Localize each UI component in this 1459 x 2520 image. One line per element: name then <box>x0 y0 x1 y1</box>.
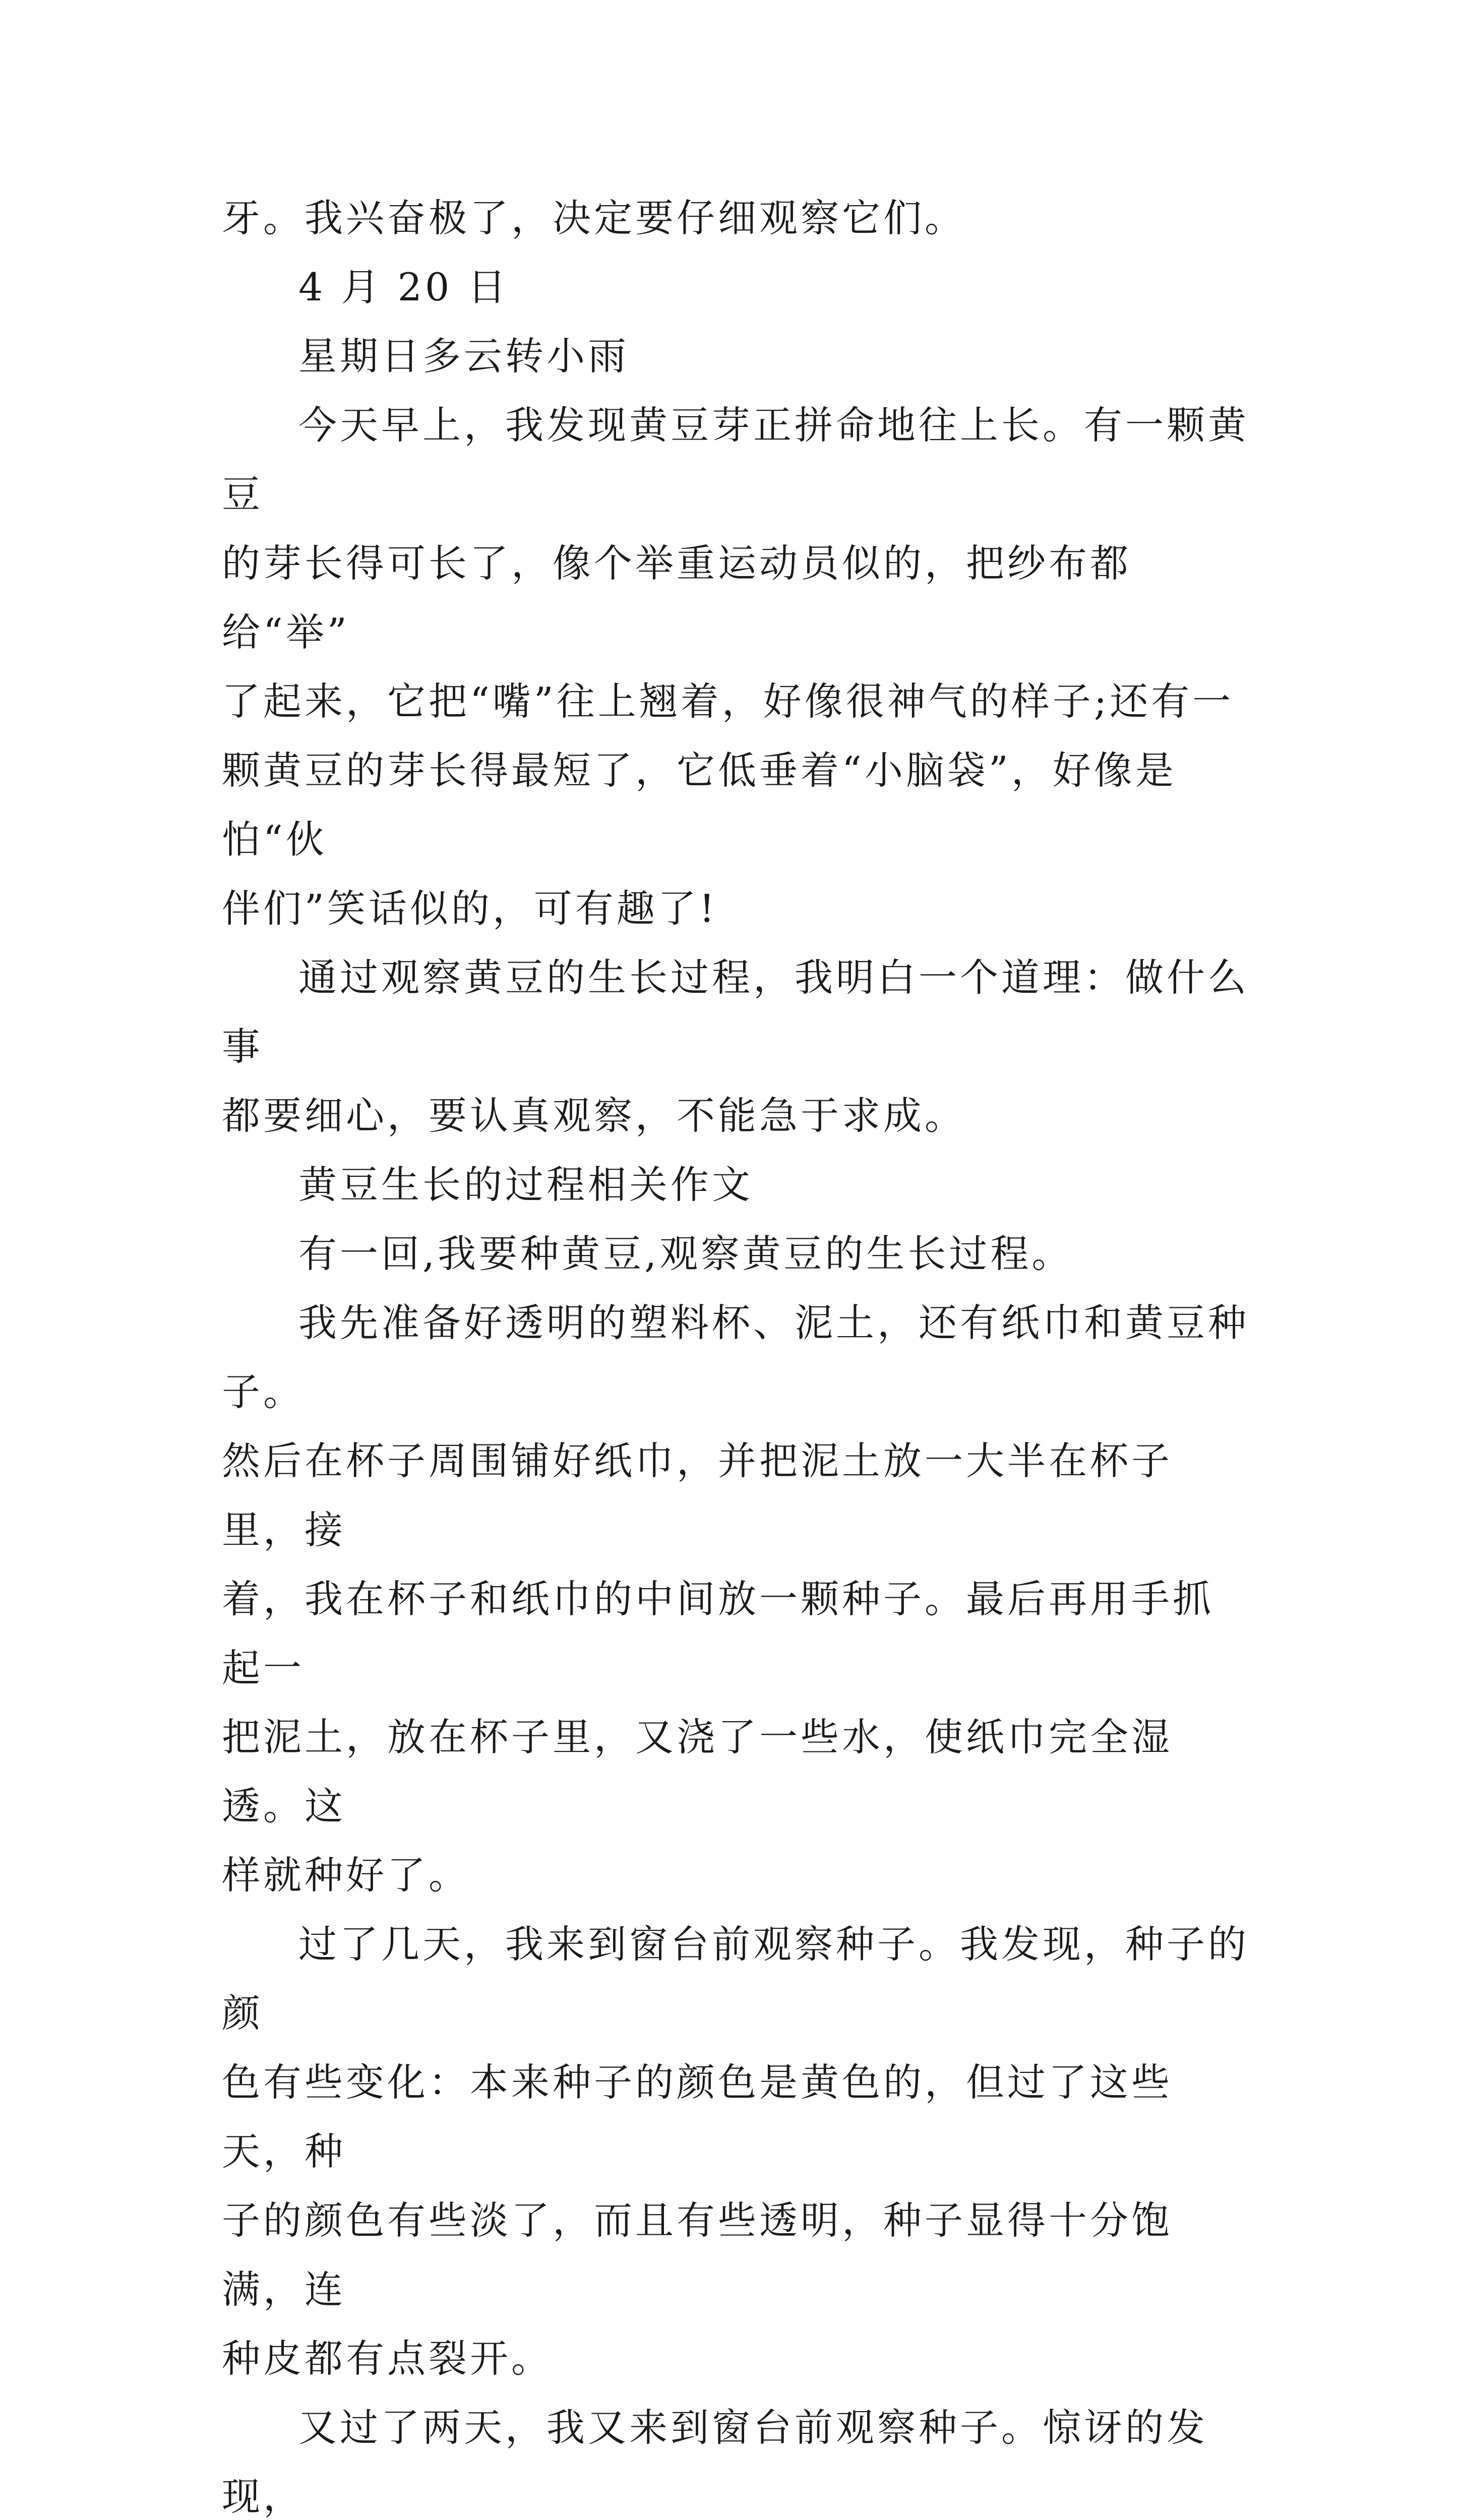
document-body <box>222 183 1250 2520</box>
section-heading: 黄豆生长的过程相关作文 <box>298 1162 753 1207</box>
paragraph-continuation: 牙。我兴奋极了，决定要仔细观察它们。 <box>222 196 966 240</box>
paragraph-weather: 星期日多云转小雨 <box>298 334 629 379</box>
paragraph-few-days-later: 过了几天，我来到窗台前观察种子。我发现，种子的颜 色有些变化：本来种子的颜色是黄色的，但过了这些天，种 子的颜色有些淡了，而且有些透明，种子显得十分饱满，连 种皮都有点裂开。 <box>222 1922 1249 2381</box>
paragraph-preparation: 我先准备好透明的塑料杯、泥土，还有纸巾和黄豆种子。 然后在杯子周围铺好纸巾，并把泥土放一大半在杯子里，接 着，我在杯子和纸巾的中间放一颗种子。最后再用手抓起一 把泥土，放在杯子里，又浇了一些水，使纸巾完全湿透。这 样就种好了。 <box>222 1300 1249 1898</box>
paragraph-date: 4 月 20 日 <box>298 265 509 309</box>
paragraph-lesson: 通过观察黄豆的生长过程，我明白一个道理：做什么事 都要细心，要认真观察，不能急于求成。 <box>222 955 1249 1138</box>
paragraph-morning-observation: 今天早上，我发现黄豆芽正拼命地往上长。有一颗黄豆 的芽长得可长了，像个举重运动员似的，把纱布都给“举” 了起来，它把“嘴”往上翘着，好像很神气的样子;还有一 颗黄豆的芽长得最短了，它低垂着“小脑袋”，好像是怕“伙 伴们”笑话似的，可有趣了! <box>222 403 1249 931</box>
paragraph-two-days-later: 又过了两天，我又来到窗台前观察种子。惊讶的发现， <box>222 2405 1208 2519</box>
paragraph-intro: 有一回,我要种黄豆,观察黄豆的生长过程。 <box>298 1231 1073 1276</box>
